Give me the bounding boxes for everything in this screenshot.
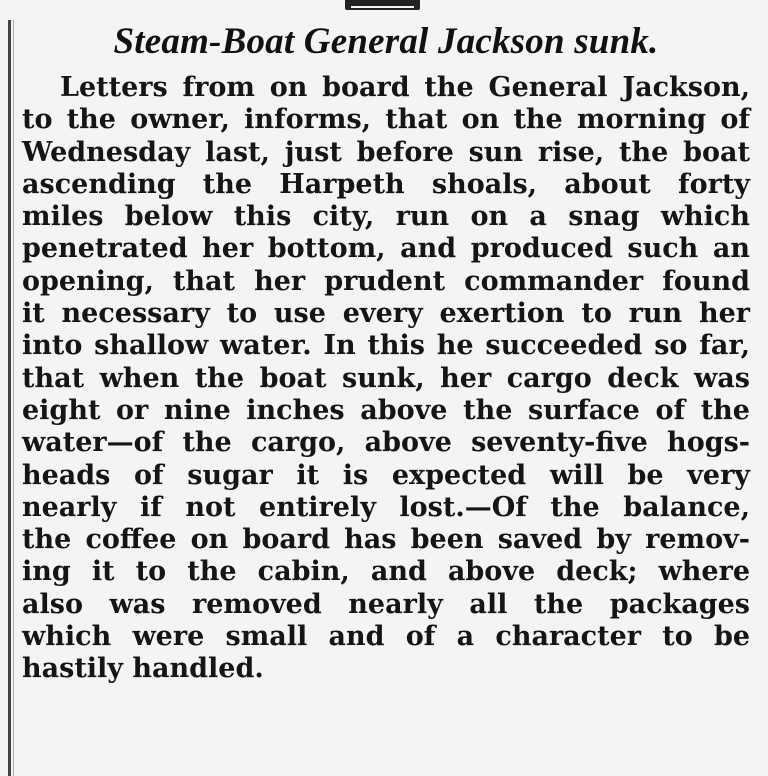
article-line: opening, that her prudent commander found — [22, 265, 750, 297]
article-line: nearly if not entirely lost.—Of the balance, — [22, 491, 750, 523]
headline: Steam-Boat General Jackson sunk. — [113, 21, 659, 62]
article-line: into shallow water. In this he succeeded so far, — [22, 330, 750, 362]
article-line: eight or nine inches above the surface of the — [22, 394, 750, 426]
top-ornament — [345, 0, 420, 10]
article-line: hastily handled. — [22, 653, 264, 685]
article-line: penetrated her bottom, and produced such an — [22, 233, 750, 265]
article-line: the coffee on board has been saved by remov- — [22, 524, 750, 556]
article-line: heads of sugar it is expected will be very — [22, 459, 750, 491]
article-line: miles below this city, run on a snag which — [22, 201, 750, 233]
article-line: Letters from on board the General Jackson, — [60, 72, 750, 103]
article-body — [22, 72, 750, 686]
column-rule-shadow — [13, 20, 14, 776]
article-line: which were small and of a character to be — [22, 621, 750, 653]
article-line: Wednesday last, just before sun rise, the boat — [22, 136, 750, 168]
article-line: ascending the Harpeth shoals, about forty — [22, 168, 750, 200]
article-line: to the owner, informs, that on the morning of — [22, 104, 750, 136]
article-line: that when the boat sunk, her cargo deck was — [22, 362, 750, 394]
article-line: also was removed nearly all the packages — [22, 588, 750, 620]
column-rule — [8, 20, 11, 776]
article-line: ing it to the cabin, and above deck; where — [22, 556, 750, 588]
article-line: it necessary to use every exertion to run her — [22, 298, 750, 330]
article — [22, 18, 750, 686]
article-line: water—of the cargo, above seventy-five hogs- — [22, 427, 750, 459]
